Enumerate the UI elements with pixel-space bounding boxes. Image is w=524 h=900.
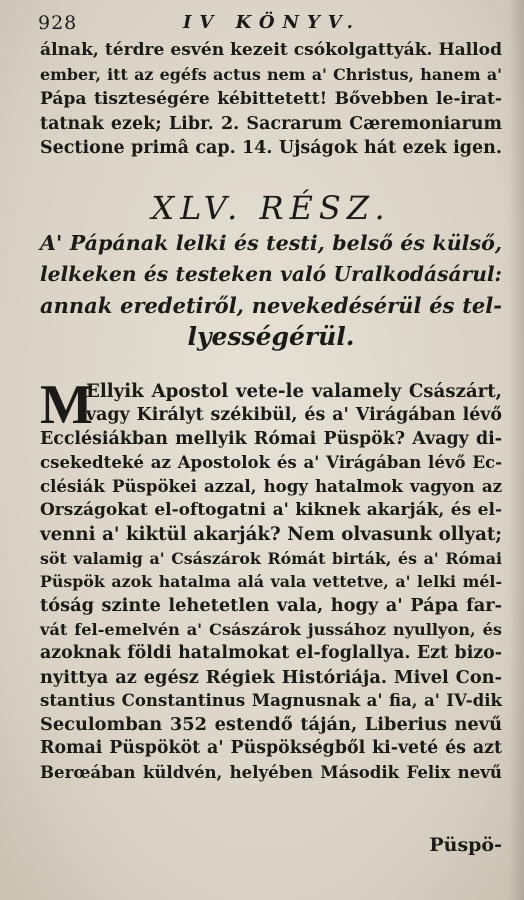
running-head — [38, 10, 508, 36]
gutter-shadow — [508, 0, 524, 900]
text-line: stantius Constantinus Magnusnak a' fia, a' IV-dik — [40, 690, 502, 711]
chapter-title — [40, 228, 502, 352]
text-line: Ecclésiákban mellyik Római Püspök? Avagy di- — [40, 428, 502, 449]
chapter-title-line: lyességérül. — [187, 322, 355, 351]
chapter-heading — [40, 188, 502, 228]
text-line: azoknak földi hatalmokat el-foglallya. Ezt bizo- — [40, 642, 502, 663]
text-line: Ellyik Apostol vete-le valamely Császárt, — [86, 381, 502, 402]
text-line: tóság szinte lehetetlen vala, hogy a' Pápa far- — [40, 595, 502, 617]
text-line: nyittya az egész Régiek Históriája. Mivel Con- — [40, 666, 502, 688]
text-line: Pápa tiszteségére kébittetett! Bővebben le-irat- — [40, 89, 502, 109]
text-line: Seculomban 352 estendő táján, Liberius nevű — [40, 714, 502, 736]
text-line: venni a' kiktül akarják? Nem olvasunk ollyat; — [40, 523, 502, 545]
text-line: söt valamig a' Császárok Rómát birták, és a' Római — [40, 548, 502, 568]
text-line: álnak, térdre esvén kezeit csókolgattyák. Hallod — [40, 40, 503, 60]
page-number: 928 — [38, 12, 78, 34]
text-line: csekedteké az Apostolok és a' Virágában lévő Ec- — [40, 452, 502, 473]
chapter-title-line: lelkeken és testeken való Uralkodásárul: — [40, 262, 502, 286]
chapter-number: XLV. RÉSZ. — [151, 189, 391, 227]
text-line: ember, itt az egéfs actus nem a' Christus, hanem a' — [40, 64, 502, 84]
continued-paragraph — [40, 38, 502, 161]
running-head-title: IV KÖNYV. — [183, 12, 361, 33]
drop-cap: M — [40, 374, 93, 436]
text-line: Berœában küldvén, helyében Második Felix nevű — [40, 761, 502, 782]
chapter-title-line: A' Pápának lelki és testi, belső és külső, — [40, 231, 502, 255]
body-paragraph — [40, 374, 502, 785]
text-line: Országokat el-oftogatni a' kiknek akarják, és el- — [40, 499, 502, 520]
text-line: Romai Püspököt a' Püspökségből ki-veté és azt — [40, 737, 502, 758]
catchword: Püspö- — [429, 834, 502, 856]
text-line: tatnak ezek; Libr. 2. Sacrarum Cæremoniarum — [40, 113, 502, 134]
text-line: vagy Királyt székibül, és a' Virágában lévő — [86, 404, 502, 425]
chapter-title-line: annak eredetiről, nevekedésérül és tel- — [40, 293, 502, 318]
text-line: Sectione primâ cap. 14. Ujságok hát ezek igen. — [40, 138, 502, 158]
text-line: vát fel-emelvén a' Császárok jussához nyullyon, és — [40, 619, 502, 639]
text-line: clésiák Püspökei azzal, hogy hatalmok vagyon az — [40, 476, 502, 497]
text-line: Püspök azok hatalma alá vala vettetve, a' lelki mél- — [40, 572, 502, 592]
